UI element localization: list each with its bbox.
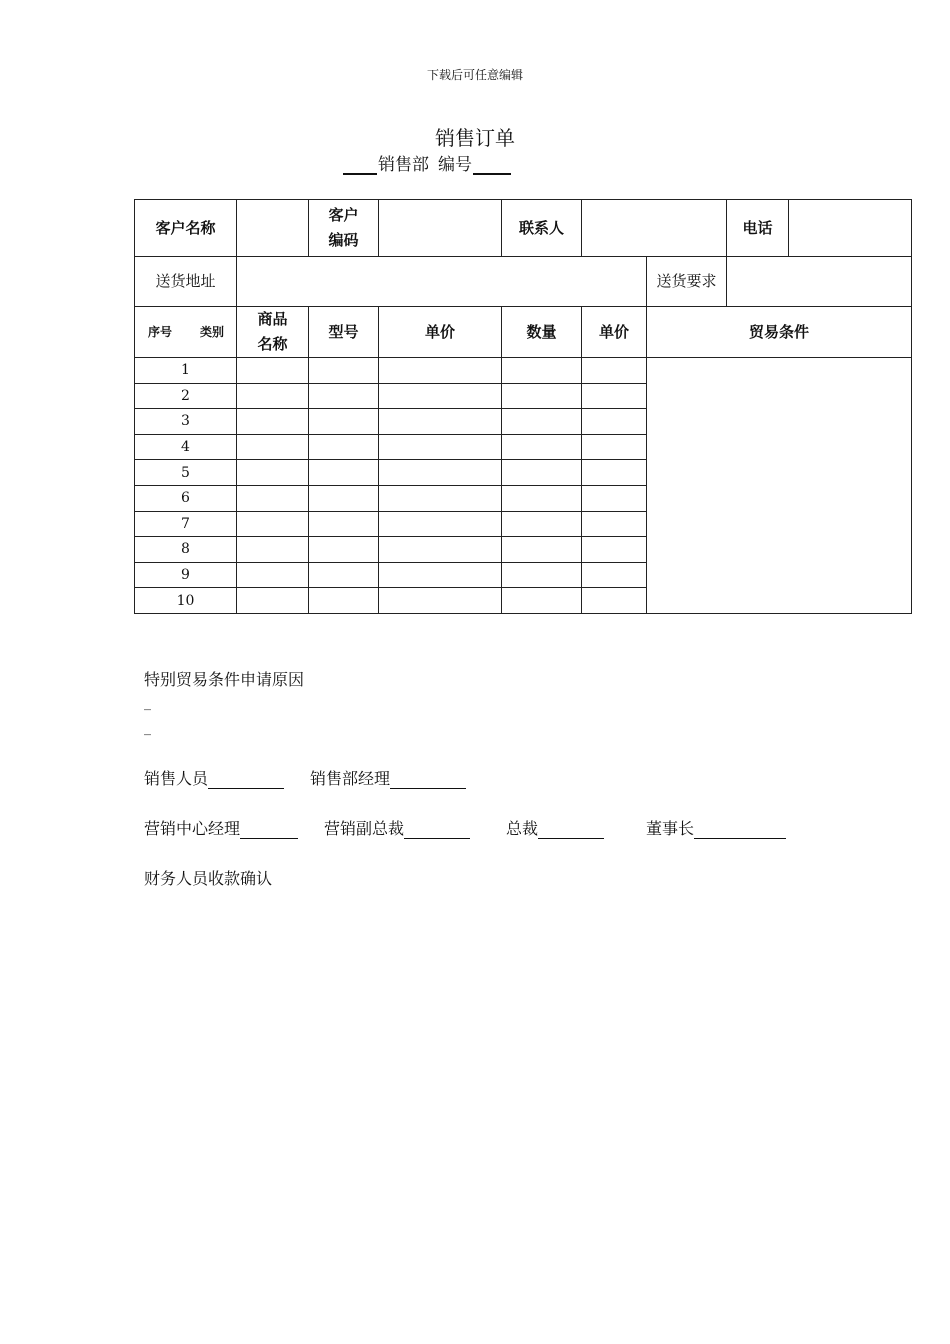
cell[interactable] [502,588,582,614]
cell[interactable] [237,485,309,511]
cell[interactable] [582,588,647,614]
customer-row [135,200,912,257]
row-number: 10 [135,588,237,614]
cell[interactable] [502,358,582,384]
marketing-manager-blank[interactable] [240,821,298,839]
cell[interactable] [309,537,379,563]
row-number: 4 [135,434,237,460]
row-number: 9 [135,562,237,588]
category-header: 类别 [199,324,224,339]
special-reason-label: 特别贸易条件申请原因 [144,670,305,689]
cell[interactable] [237,562,309,588]
quantity-header: 数量 [502,307,582,358]
cell[interactable] [582,537,647,563]
cell[interactable] [379,537,502,563]
header-note: 下载后可任意编辑 [426,68,523,82]
cell[interactable] [582,485,647,511]
cell[interactable] [237,434,309,460]
chairman-blank[interactable] [694,821,786,839]
cell[interactable] [379,358,502,384]
cell[interactable] [309,485,379,511]
customer-name-label: 客户名称 [135,200,237,257]
cell[interactable] [502,537,582,563]
cell[interactable] [582,409,647,435]
cell[interactable] [309,383,379,409]
ceo-blank[interactable] [538,821,604,839]
column-header-row [135,307,912,358]
cell[interactable] [502,460,582,486]
number-blank[interactable] [473,155,511,175]
subtitle [343,150,511,175]
row-number: 7 [135,511,237,537]
signature-row-1 [144,766,466,789]
sales-person-label: 销售人员 [144,769,209,788]
row-number: 5 [135,460,237,486]
cell[interactable] [379,511,502,537]
cell[interactable] [379,485,502,511]
customer-code-field[interactable] [379,200,502,257]
cell[interactable] [237,358,309,384]
cell[interactable] [582,562,647,588]
trade-terms-header: 贸易条件 [647,307,912,358]
finance-confirm-label: 财务人员收款确认 [144,869,273,888]
phone-label: 电话 [727,200,789,257]
vp-marketing-blank[interactable] [404,821,470,839]
cell[interactable] [309,588,379,614]
contact-field[interactable] [582,200,727,257]
number-label: 编号 [438,155,472,175]
row-number: 2 [135,383,237,409]
sales-person-blank[interactable] [208,771,284,789]
cell[interactable] [237,409,309,435]
cell[interactable] [237,383,309,409]
address-label: 送货地址 [135,257,237,307]
unit-price-2-header: 单价 [582,307,647,358]
cell[interactable] [502,511,582,537]
cell[interactable] [237,588,309,614]
dept-label: 销售部 [378,155,429,175]
cell[interactable] [379,383,502,409]
row-number: 1 [135,358,237,384]
cell[interactable] [309,409,379,435]
row-number: 8 [135,537,237,563]
cell[interactable] [379,562,502,588]
cell[interactable] [309,460,379,486]
trade-terms-field[interactable] [647,358,912,614]
signature-row-2 [144,816,786,839]
cell[interactable] [237,537,309,563]
cell[interactable] [309,562,379,588]
delivery-req-field[interactable] [727,257,912,307]
cell[interactable] [502,562,582,588]
delivery-req-label: 送货要求 [647,257,727,307]
vp-marketing-label: 营销副总裁 [324,819,405,838]
contact-label: 联系人 [502,200,582,257]
reason-line-2[interactable]: _ [144,720,151,736]
cell[interactable] [582,358,647,384]
cell[interactable] [582,511,647,537]
row-number: 6 [135,485,237,511]
dept-blank[interactable] [343,155,377,175]
cell[interactable] [582,383,647,409]
customer-code-label: 客户编码 [309,200,379,257]
order-table [134,199,912,614]
ceo-label: 总裁 [506,819,539,838]
chairman-label: 董事长 [646,819,695,838]
cell[interactable] [582,460,647,486]
cell[interactable] [502,409,582,435]
address-field[interactable] [237,257,647,307]
cell[interactable] [309,434,379,460]
seq-header: 序号 [148,324,173,339]
unit-price-header: 单价 [379,307,502,358]
cell[interactable] [237,460,309,486]
page-title: 销售订单 [435,126,515,150]
product-name-header: 商品名称 [237,307,309,358]
reason-line-1[interactable]: _ [144,695,151,711]
cell[interactable] [309,511,379,537]
model-header: 型号 [309,307,379,358]
table-row [135,358,912,384]
address-row [135,257,912,307]
marketing-manager-label: 营销中心经理 [144,819,241,838]
cell[interactable] [502,383,582,409]
customer-name-field[interactable] [237,200,309,257]
cell[interactable] [309,358,379,384]
phone-field[interactable] [789,200,912,257]
sales-manager-blank[interactable] [390,771,466,789]
cell[interactable] [502,434,582,460]
cell[interactable] [379,434,502,460]
row-number: 3 [135,409,237,435]
cell[interactable] [379,409,502,435]
cell[interactable] [582,434,647,460]
seq-category-header [135,307,237,358]
cell[interactable] [379,460,502,486]
sales-manager-label: 销售部经理 [310,769,391,788]
cell[interactable] [237,511,309,537]
cell[interactable] [502,485,582,511]
cell[interactable] [379,588,502,614]
